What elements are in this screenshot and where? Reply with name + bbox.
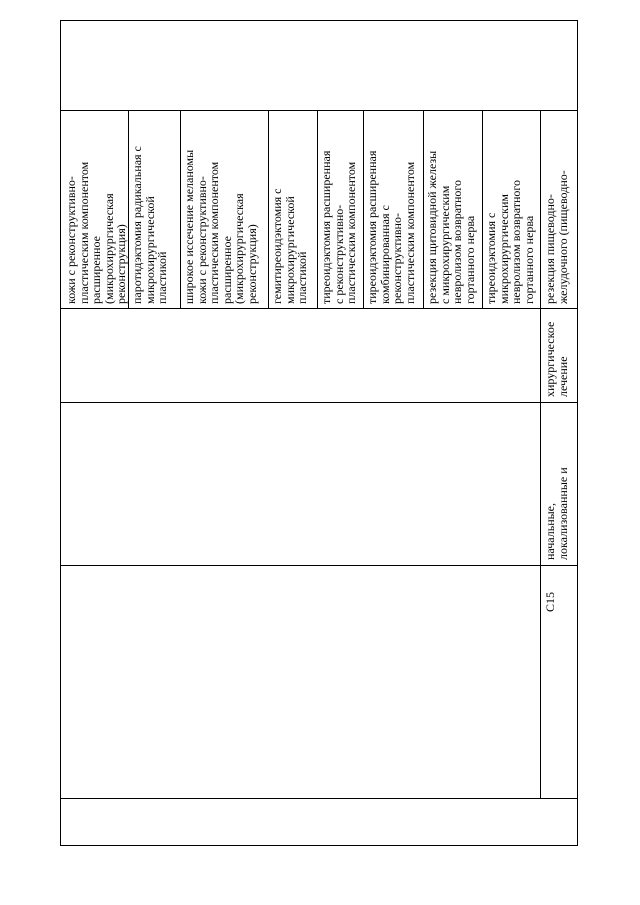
procedure-line: с реконструктивно- <box>331 204 346 304</box>
procedure-line: пластикой <box>295 251 309 304</box>
description-line: локализованные и <box>555 467 570 560</box>
procedure-line: тиреоидэктомия расширенная <box>319 150 333 304</box>
procedure-line: резекция щитовидной железы <box>425 150 439 304</box>
row-divider <box>128 110 129 308</box>
procedure-line: гемитиреоидэктомия с <box>270 188 284 304</box>
procedure-line: пластическим компонентом <box>207 161 221 304</box>
table-frame <box>60 20 578 846</box>
column-divider <box>60 308 578 309</box>
procedure-cell <box>65 162 128 304</box>
procedure-line: расширенное <box>89 236 103 304</box>
code-cell <box>544 592 557 612</box>
procedure-cell <box>485 180 535 304</box>
procedure-line: тиреоидэктомия с <box>484 212 498 304</box>
procedure-line: реконструкция) <box>244 224 259 304</box>
code-text: C15 <box>543 591 557 612</box>
procedure-line: паротидэктомия радикальная с <box>130 146 144 304</box>
procedure-line: тиреоидэктомия расширенная <box>365 150 379 304</box>
procedure-cell <box>544 170 569 304</box>
description-line: начальные, <box>543 502 557 560</box>
procedure-line: (микрохирургическая <box>232 193 246 304</box>
column-divider <box>60 565 578 566</box>
procedure-line: пластическим компонентом <box>76 161 91 304</box>
column-divider <box>60 402 578 403</box>
procedure-line: комбинированная с <box>377 205 392 304</box>
procedure-line: микрохирургическим <box>496 194 511 304</box>
procedure-line: расширенное <box>219 236 234 304</box>
procedure-line: невролизом возвратного <box>450 180 464 304</box>
row-divider <box>317 110 318 308</box>
procedure-line: с микрохирургическим <box>437 185 452 304</box>
procedure-cell <box>271 189 309 304</box>
procedure-line: микрохирургической <box>282 196 297 304</box>
procedure-line: микрохирургической <box>142 196 157 304</box>
procedure-line: гортанного нерва <box>521 215 536 304</box>
procedure-cell <box>320 151 358 304</box>
procedure-cell <box>366 151 416 304</box>
row-divider <box>482 110 483 308</box>
row-divider <box>180 110 181 308</box>
row-divider <box>540 308 541 798</box>
row-divider <box>363 110 364 308</box>
procedure-cell <box>131 146 169 304</box>
procedure-line: реконструктивно- <box>390 213 404 304</box>
procedure-cell <box>426 151 476 304</box>
treatment-line: лечение <box>555 356 570 397</box>
procedure-line: широкое иссечение меланомы <box>182 149 196 304</box>
procedure-line: кожи с реконструктивно- <box>194 176 209 304</box>
treatment-cell <box>544 322 569 397</box>
procedure-line: желудочного (пищеводно- <box>555 170 570 304</box>
procedure-line: реконструкция) <box>114 224 128 304</box>
procedure-line: (микрохирургическая <box>101 193 116 304</box>
procedure-line: гортанного нерва <box>462 215 477 304</box>
column-divider <box>60 798 578 799</box>
description-cell <box>544 467 569 560</box>
column-divider <box>60 110 578 111</box>
procedure-line: пластическим компонентом <box>344 161 358 304</box>
procedure-line: пластикой <box>155 251 169 304</box>
row-divider <box>268 110 269 308</box>
procedure-line: кожи с реконструктивно- <box>64 176 78 304</box>
row-divider <box>423 110 424 308</box>
treatment-line: хирургическое <box>543 321 557 397</box>
procedure-line: резекция пищеводно- <box>543 194 557 304</box>
procedure-cell <box>183 150 258 304</box>
procedure-line: пластическим компонентом <box>402 161 417 304</box>
procedure-line: невролизом возвратного <box>509 180 523 304</box>
row-divider <box>540 110 541 308</box>
